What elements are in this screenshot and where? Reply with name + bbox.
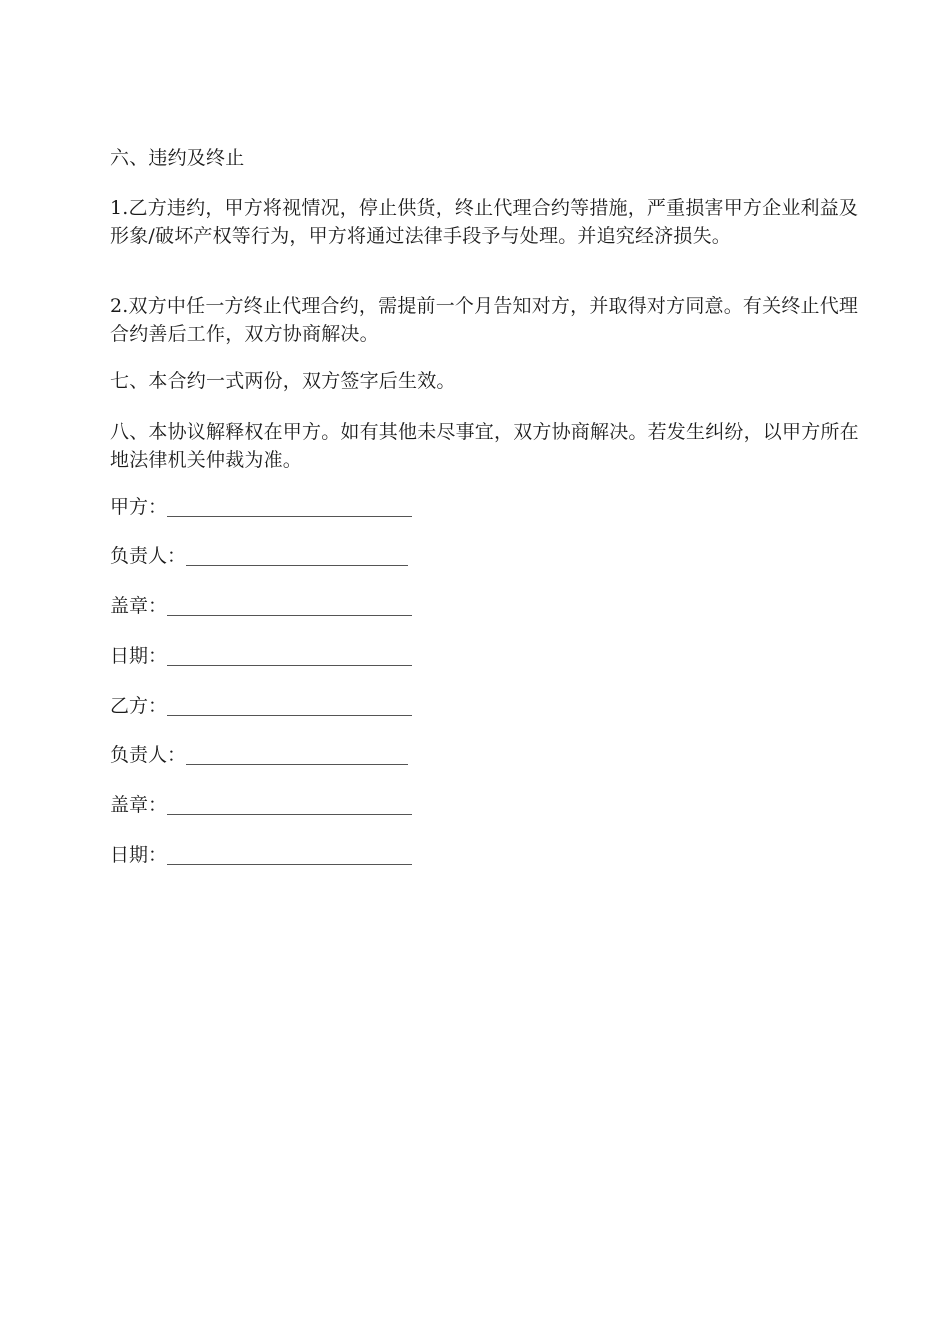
section-7: 七、本合约一式两份，双方签字后生效。 [110,370,456,392]
party-a-responsible-line[interactable] [186,545,408,566]
party-a-seal-line[interactable] [167,595,412,616]
section-8: 八、本协议解释权在甲方。如有其他未尽事宜，双方协商解决。若发生纠纷，以甲方所在地法律机关仲裁为准。 [110,421,859,471]
party-a-responsible-label: 负责人： [110,545,187,567]
party-b-seal-label: 盖章： [110,794,168,816]
party-a-date-row [110,642,412,670]
party-a-seal-label: 盖章： [110,595,168,617]
party-b-responsible-row [110,741,408,769]
party-a-signature-line[interactable] [167,496,412,517]
party-b-signature-line[interactable] [167,695,412,716]
party-a-seal-row [110,592,412,620]
party-a-date-label: 日期： [110,645,168,667]
party-b-date-line[interactable] [167,844,412,865]
party-b-label: 乙方： [110,695,168,717]
party-b-responsible-line[interactable] [186,744,408,765]
party-b-seal-row [110,791,412,819]
party-b-seal-line[interactable] [167,794,412,815]
party-b-row [110,692,412,720]
section-6-heading: 六、违约及终止 [110,147,245,169]
party-a-label: 甲方： [110,496,168,518]
party-a-responsible-row [110,542,408,570]
section-6-item-2: 2.双方中任一方终止代理合约，需提前一个月告知对方，并取得对方同意。有关终止代理合约善后工作，双方协商解决。 [110,295,859,345]
party-a-date-line[interactable] [167,645,412,666]
party-b-date-row [110,841,412,869]
party-a-row [110,493,412,521]
party-b-date-label: 日期： [110,844,168,866]
party-b-responsible-label: 负责人： [110,744,187,766]
section-6-item-1: 1.乙方违约，甲方将视情况，停止供货，终止代理合约等措施，严重损害甲方企业利益及形象/破坏产权等行为，甲方将通过法律手段予与处理。并追究经济损失。 [110,197,859,247]
